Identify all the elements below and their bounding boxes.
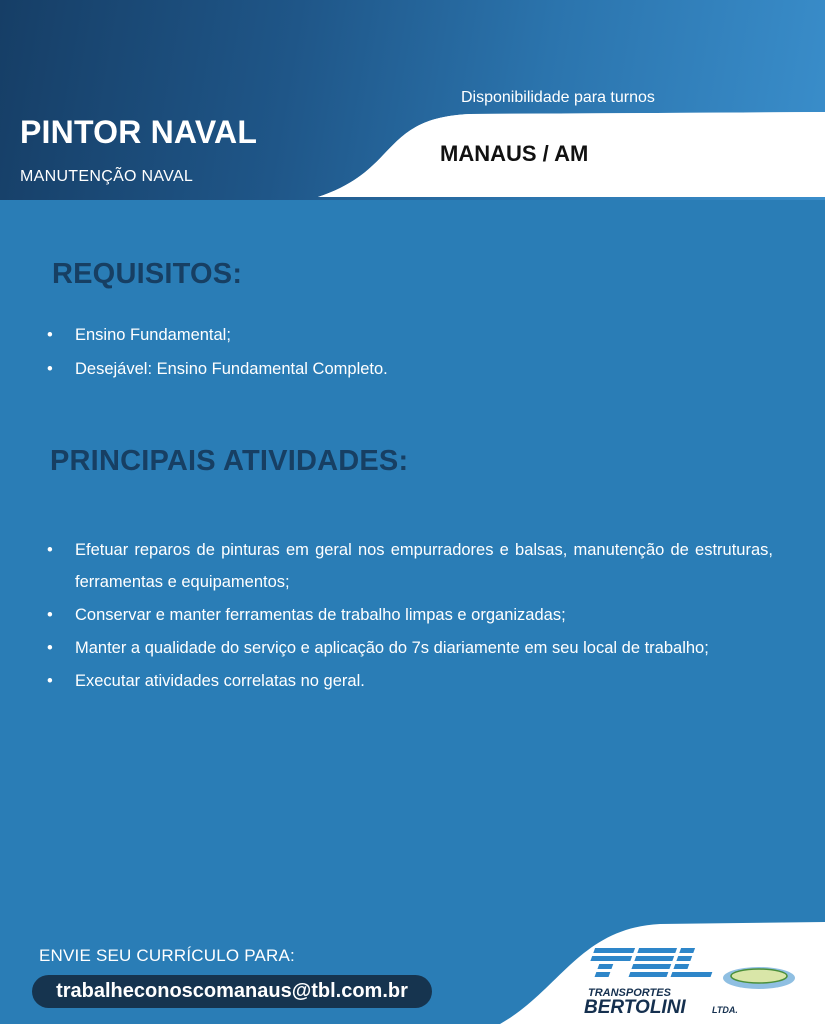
logo-mark [590,948,712,977]
boat-icon [723,967,795,989]
activities-list [47,534,773,698]
requirements-list [47,318,747,386]
list-item: • Conservar e manter ferramentas de trabalho limpas e organizadas; [47,599,773,631]
job-title: PINTOR NAVAL [20,114,258,150]
list-item: • Efetuar reparos de pinturas em geral nos empurradores e balsas, manutenção de estruturas, ferramentas e equipamentos; [47,534,773,598]
requirements-title: REQUISITOS: [52,258,243,290]
company-logo [584,940,804,1020]
list-item: • Ensino Fundamental; [47,318,747,352]
activities-title: PRINCIPAIS ATIVIDADES: [50,445,409,477]
logo-line2: BERTOLINI [584,997,686,1018]
send-cv-label: ENVIE SEU CURRÍCULO PARA: [39,946,295,965]
list-item: • Manter a qualidade do serviço e aplicação do 7s diariamente em seu local de trabalho; [47,632,773,664]
logo-line1: TRANSPORTES [588,987,671,999]
email-link[interactable]: trabalheconoscomanaus@tbl.com.br [32,975,432,1008]
logo-line3: LTDA. [712,1005,738,1015]
list-item: • Executar atividades correlatas no geral. [47,665,773,697]
location-label: MANAUS / AM [440,141,589,166]
availability-note: Disponibilidade para turnos [461,89,655,106]
job-subtitle: MANUTENÇÃO NAVAL [20,168,194,185]
list-item: • Desejável: Ensino Fundamental Completo. [47,352,747,386]
